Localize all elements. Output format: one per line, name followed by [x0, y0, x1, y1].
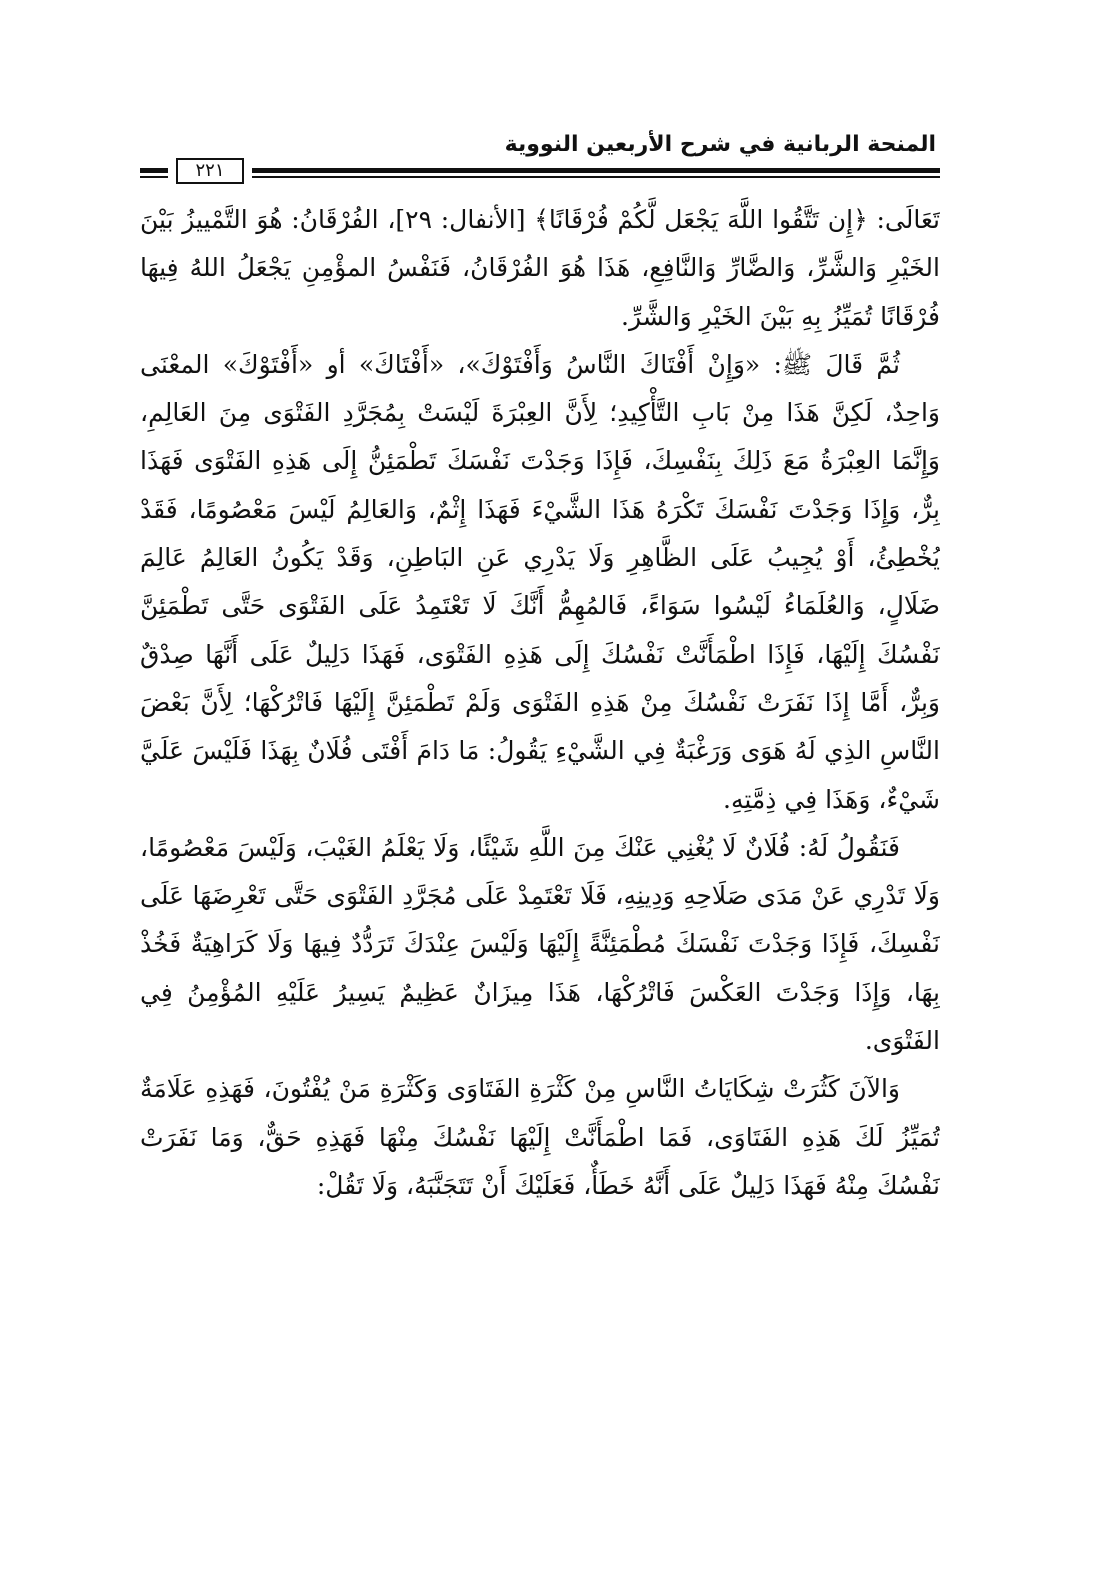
header-rule-thick: [252, 168, 940, 173]
header-rule-left-thick: [140, 168, 168, 173]
page-number: ٢٢١: [176, 158, 244, 184]
paragraph-1: تَعَالَى: ﴿إِن تَتَّقُوا اللَّهَ يَجْعَل لَّكُمْ فُرْقَانًا﴾ [الأنفال: ٢٩]، الفُرْقَانُ: هُوَ التَّمْييزُ بَيْنَ الخَيْرِ وَالشَّرِّ، وَالضَّارِّ وَالنَّافِعِ، هَذَا هُوَ الفُرْقَانُ، فَنَفْسُ المؤْمِنِ يَجْعَلُ اللهُ فِيهَا فُرْقَانًا تُمَيِّزُ بِهِ بَيْنَ الخَيْرِ وَالشَّرِّ.: [140, 205, 940, 331]
header-rule-thin: [252, 176, 940, 178]
paragraph-3: فَنَقُولُ لَهُ: فُلَانٌ لَا يُغْنِي عَنْكَ مِنَ اللَّهِ شَيْئًا، وَلَا يَعْلَمُ الغَيْبَ، وَلَيْسَ مَعْصُومًا، وَلَا تَدْرِي عَنْ مَدَى صَلَاحِهِ وَدِينِهِ، فَلَا تَعْتَمِدْ عَلَى مُجَرَّدِ الفَتْوَى حَتَّى تَعْرِضَهَا عَلَى نَفْسِكَ، فَإِذَا وَجَدْتَ نَفْسَكَ مُطْمَئِنَّةً إِلَيْهَا وَلَيْسَ عِنْدَكَ تَرَدُّدٌ فِيهَا وَلَا كَرَاهِيَةٌ فَخُذْ بِهَا، وَإِذَا وَجَدْتَ العَكْسَ فَاتْرُكْهَا، هَذَا مِيزَانٌ عَظِيمٌ يَسِيرُ عَلَيْهِ المُؤْمِنُ فِي الفَتْوَى.: [140, 832, 940, 1056]
running-title: المنحة الربانية في شرح الأربعين النووية: [504, 132, 936, 157]
paragraph-4: وَالآنَ كَثُرَتْ شِكَايَاتُ النَّاسِ مِنْ كَثْرَةِ الفَتَاوَى وَكَثْرَةِ مَنْ يُفْتُونَ، فَهَذِهِ عَلَامَةٌ تُمَيِّزُ لَكَ هَذِهِ الفَتَاوَى، فَمَا اطْمَأَنَّتْ إِلَيْهَا نَفْسُكَ مِنْهَا فَهَذِهِ حَقٌّ، وَمَا نَفَرَتْ نَفْسُكَ مِنْهُ فَهَذَا دَلِيلٌ عَلَى أَنَّهُ خَطَأٌ، فَعَلَيْكَ أَنْ تَتَجَنَّبَهُ، وَلَا تَقُلْ:: [140, 1074, 940, 1200]
page-header: [140, 128, 940, 188]
paragraph-2: ثُمَّ قَالَ ﷺ: «وَإِنْ أَفْتَاكَ النَّاسُ وَأَفْتَوْكَ»، «أَفْتَاكَ» أو «أَفْتَوْكَ» المعْنَى وَاحِدٌ، لَكِنَّ هَذَا مِنْ بَابِ التَّأْكِيدِ؛ لِأَنَّ العِبْرَةَ لَيْسَتْ بِمُجَرَّدِ الفَتْوَى مِنَ العَالِمِ، وَإِنَّمَا العِبْرَةُ مَعَ ذَلِكَ بِنَفْسِكَ، فَإِذَا وَجَدْتَ نَفْسَكَ تَطْمَئِنُّ إِلَى هَذِهِ الفَتْوَى فَهَذَا بِرٌّ، وَإِذَا وَجَدْتَ نَفْسَكَ تَكْرَهُ هَذَا الشَّيْءَ فَهَذَا إِثْمٌ، وَالعَالِمُ لَيْسَ مَعْصُومًا، فَقَدْ يُخْطِئُ، أَوْ يُجِيبُ عَلَى الظَّاهِرِ وَلَا يَدْرِي عَنِ البَاطِنِ، وَقَدْ يَكُونُ العَالِمُ عَالِمَ ضَلَالٍ، وَالعُلَمَاءُ لَيْسُوا سَوَاءً، فَالمُهِمُّ أَنَّكَ لَا تَعْتَمِدُ عَلَى الفَتْوَى حَتَّى تَطْمَئِنَّ نَفْسُكَ إِلَيْهَا، فَإِذَا اطْمَأَنَّتْ نَفْسُكَ إِلَى هَذِهِ الفَتْوَى، فَهَذَا دَلِيلٌ عَلَى أَنَّهَا صِدْقٌ وَبِرٌّ، أَمَّا إِذَا نَفَرَتْ نَفْسُكَ مِنْ هَذِهِ الفَتْوَى وَلَمْ تَطْمَئِنَّ إِلَيْهَا فَاتْرُكْهَا؛ لِأَنَّ بَعْضَ النَّاسِ الذِي لَهُ هَوَى وَرَغْبَةٌ فِي الشَّيْءِ يَقُولُ: مَا دَامَ أَفْتَى فُلَانٌ بِهَذَا فَلَيْسَ عَلَيَّ شَيْءٌ، وَهَذَا فِي ذِمَّتِهِ.: [140, 349, 940, 814]
body-text: [140, 196, 940, 1396]
header-rule-left-thin: [140, 176, 168, 178]
